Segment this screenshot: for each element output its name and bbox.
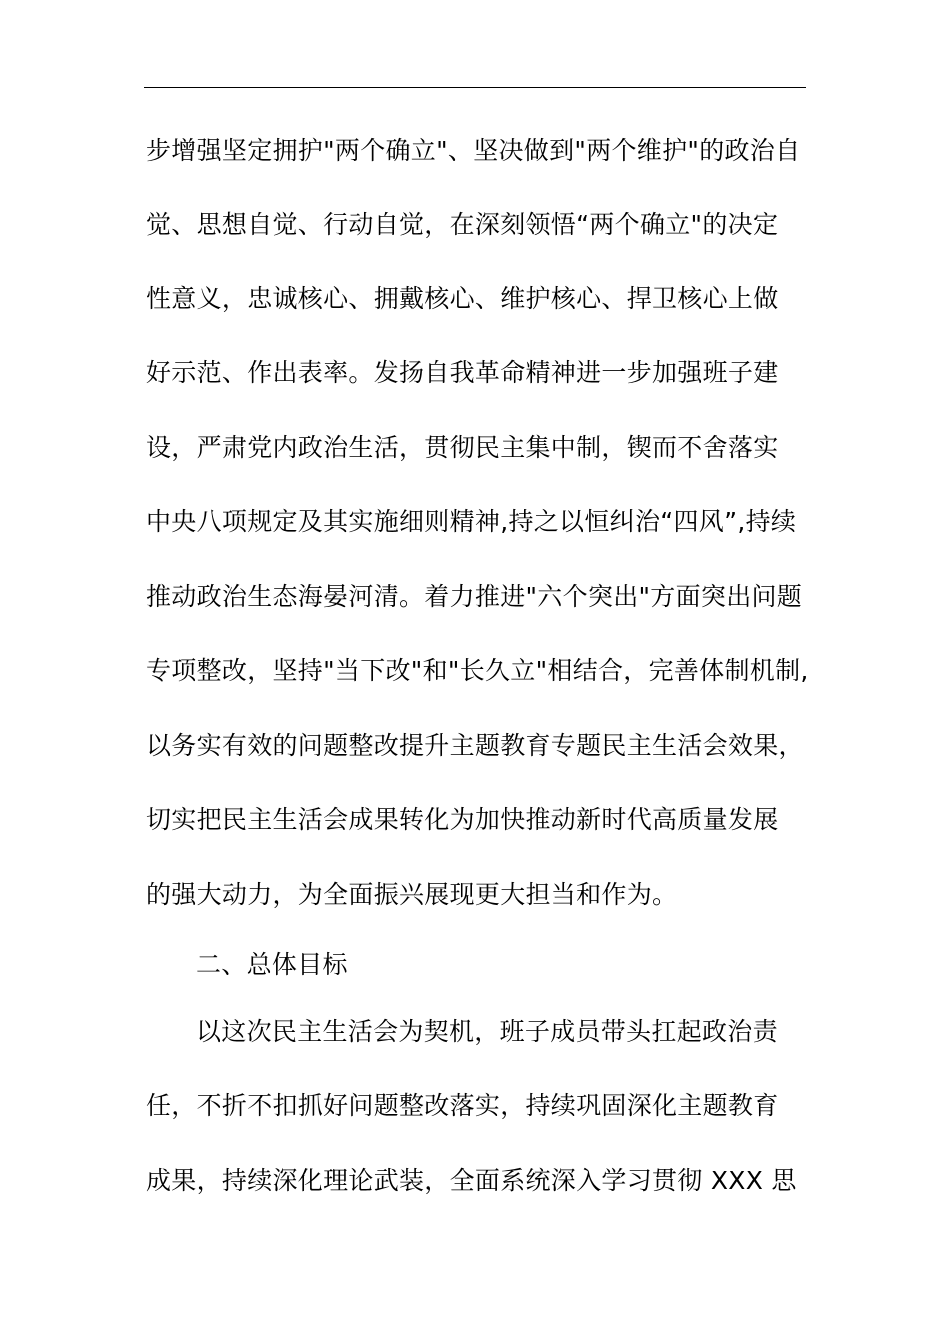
- paragraph-line: 性意义，忠诚核心、拥戴核心、维护核心、捍卫核心上做: [146, 284, 779, 313]
- paragraph-line: 以这次民主生活会为契机，班子成员带头扛起政治责: [196, 1017, 778, 1046]
- paragraph-line: 以务实有效的问题整改提升主题教育专题民主生活会效果，: [146, 731, 804, 760]
- paragraph-line: 中央八项规定及其实施细则精神,持之以恒纠治“四风”,持续: [146, 507, 797, 536]
- paragraph-line: 专项整改，坚持"当下改"和"长久立"相结合，完善体制机制,: [146, 656, 809, 685]
- paragraph-line: 步增强坚定拥护"两个确立"、坚决做到"两个维护"的政治自: [146, 136, 801, 165]
- section-heading: 二、总体目标: [196, 950, 348, 979]
- paragraph-line: 任，不折不扣抓好问题整改落实，持续巩固深化主题教育: [146, 1091, 779, 1120]
- paragraph-line: 成果，持续深化理论武装，全面系统深入学习贯彻 XXX 思: [146, 1166, 797, 1195]
- paragraph-line: 好示范、作出表率。发扬自我革命精神进一步加强班子建: [146, 358, 779, 387]
- paragraph-line: 推动政治生态海晏河清。着力推进"六个突出"方面突出问题: [146, 582, 803, 611]
- paragraph-line: 的强大动力，为全面振兴展现更大担当和作为。: [146, 880, 678, 909]
- paragraph-line: 觉、思想自觉、行动自觉，在深刻领悟“两个确立"的决定: [146, 210, 779, 239]
- paragraph-line: 切实把民主生活会成果转化为加快推动新时代高质量发展: [146, 805, 779, 834]
- header-rule: [144, 87, 806, 88]
- paragraph-line: 设，严肃党内政治生活，贯彻民主集中制，锲而不舍落实: [146, 433, 779, 462]
